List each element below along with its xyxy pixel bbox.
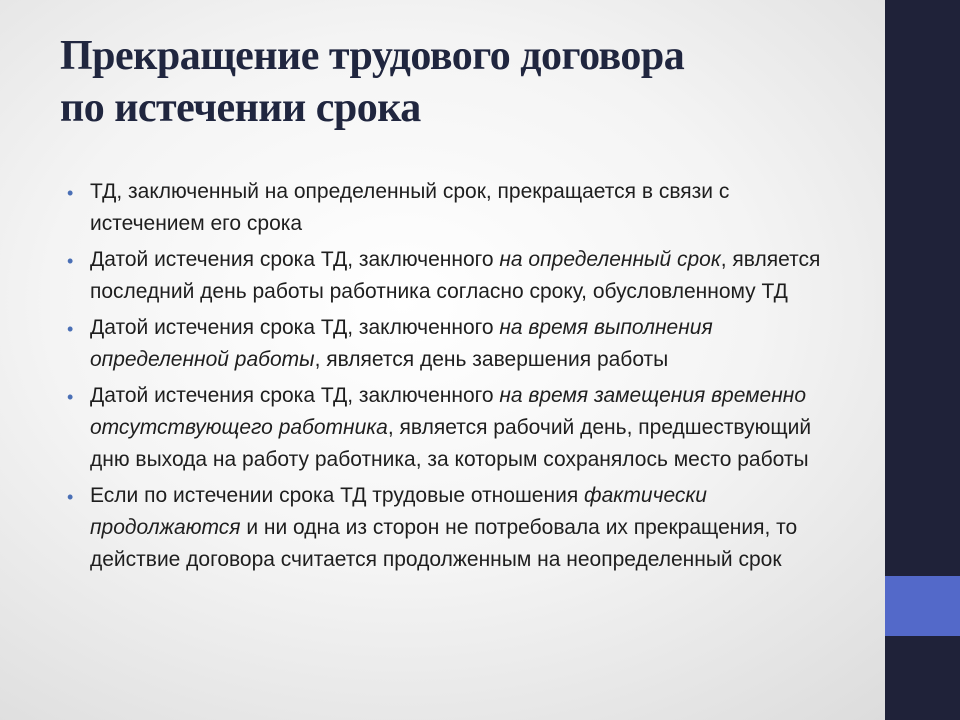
bullet-item	[66, 244, 846, 308]
bullet-dot-icon: •	[67, 387, 74, 407]
bullet-list	[66, 176, 846, 580]
bullet-dot-icon: •	[67, 487, 74, 507]
slide-title-line-1: Прекращение трудового договора	[60, 33, 685, 79]
bullet-emphasis: на время замещения временно отсутствующего работника	[90, 384, 807, 439]
slide-title-line-2: по истечении срока	[60, 85, 421, 131]
bullet-dot-icon: •	[67, 251, 74, 271]
bullet-emphasis: на определенный срок	[499, 248, 721, 271]
bullet-text: Датой истечения срока ТД, заключенного	[90, 316, 500, 339]
bullet-emphasis: на время выполнения определенной работы	[90, 316, 713, 371]
bullet-text-tail: , является последний день работы работника согласно сроку, обусловленному ТД	[90, 248, 821, 303]
bullet-text: Если по истечении срока ТД трудовые отношения	[90, 484, 585, 507]
bullet-item	[66, 380, 846, 476]
bullet-text-tail: , является день завершения работы	[314, 348, 669, 371]
sidebar-accent-block	[885, 576, 960, 636]
bullet-item	[66, 176, 846, 240]
bullet-text: Датой истечения срока ТД, заключенного	[90, 248, 500, 271]
bullet-dot-icon: •	[67, 183, 74, 203]
bullet-text: ТД, заключенный на определенный срок, прекращается в связи с истечением его срока	[90, 180, 730, 235]
bullet-text-tail: и ни одна из сторон не потребовала их прекращения, то действие договора считается продолженным на неопределенный срок	[90, 516, 798, 571]
slide-title	[60, 30, 860, 134]
bullet-text-tail: , является рабочий день, предшествующий дню выхода на работу работника, за которым сохранялось место работы	[90, 416, 812, 471]
bullet-emphasis: фактически продолжаются	[90, 484, 707, 539]
bullet-item	[66, 312, 846, 376]
bullet-text: Датой истечения срока ТД, заключенного	[90, 384, 500, 407]
bullet-dot-icon: •	[67, 319, 74, 339]
bullet-item	[66, 480, 846, 576]
